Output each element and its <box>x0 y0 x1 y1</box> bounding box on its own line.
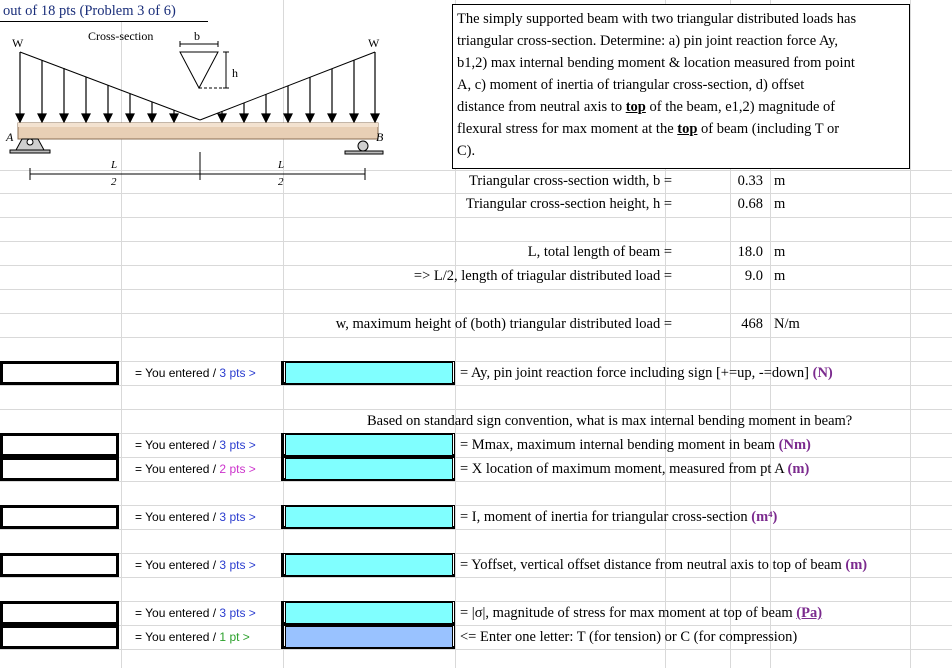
given-label-b: Triangular cross-section width, b = <box>469 173 672 189</box>
grid-line <box>0 313 952 314</box>
answer-input-mmax[interactable] <box>285 434 453 456</box>
grid-line <box>0 193 952 194</box>
w-right-label: W <box>368 36 380 50</box>
entered-value-x <box>0 457 119 481</box>
grid-line <box>0 601 952 602</box>
status-ay: = You entered / 3 pts > <box>135 366 256 380</box>
given-unit-l: m <box>774 244 786 260</box>
given-unit-w: N/m <box>774 316 800 332</box>
answer-input-yoffset[interactable] <box>285 554 453 576</box>
w-left-label: W <box>12 36 24 50</box>
emphasis-top: top <box>677 121 698 137</box>
question-tension-compression: <= Enter one letter: T (for tension) or C (for compression) <box>460 629 798 645</box>
problem-line: triangular cross-section. Determine: a) pin joint reaction force Ay, <box>457 33 839 49</box>
pin-support <box>10 139 50 153</box>
emphasis-top: top <box>625 99 646 115</box>
l-half-left-den: 2 <box>111 176 117 188</box>
question-x: = X location of maximum moment, measured from pt A (m) <box>460 461 810 477</box>
entered-value-mmax <box>0 433 119 457</box>
problem-line: A, c) moment of inertia of triangular cross-section, d) offset <box>457 77 805 93</box>
given-unit-l-half: m <box>774 268 786 284</box>
given-value-w: 468 <box>741 316 763 332</box>
answer-input-ay[interactable] <box>285 362 453 384</box>
given-label-l-half: => L/2, length of triagular distributed load = <box>413 268 672 284</box>
status-stress: = You entered / 3 pts > <box>135 606 256 620</box>
question-stress: = |σ|, magnitude of stress for max moment at top of beam (Pa) <box>460 605 823 621</box>
header-title: out of 18 pts (Problem 3 of 6) <box>3 3 176 19</box>
grid-line <box>0 577 952 578</box>
problem-statement <box>452 4 910 169</box>
entered-value-ay <box>0 361 119 385</box>
status-i: = You entered / 3 pts > <box>135 510 256 524</box>
a-label: A <box>6 130 14 144</box>
grid-line <box>0 385 952 386</box>
grid-line <box>0 337 952 338</box>
given-label-l: L, total length of beam = <box>527 244 672 260</box>
sign-note: Based on standard sign convention, what is max internal bending moment in beam? <box>367 413 853 429</box>
entered-value-yoffset <box>0 553 119 577</box>
grid-line <box>0 265 952 266</box>
answer-input-i[interactable] <box>285 506 453 528</box>
answer-input-x[interactable] <box>285 458 453 480</box>
status-mmax: = You entered / 3 pts > <box>135 438 256 452</box>
answer-input-tension-compression[interactable] <box>285 626 453 648</box>
grid-line <box>0 481 952 482</box>
problem-line: flexural stress for max moment at the top of beam (including T or <box>457 121 840 137</box>
given-value-h: 0.68 <box>737 196 763 212</box>
b-support-label: B <box>376 130 384 144</box>
cross-section-label: Cross-section <box>88 29 154 43</box>
entered-value-i <box>0 505 119 529</box>
problem-line: b1,2) max internal bending moment & location measured from point <box>457 55 855 71</box>
grid-line <box>910 0 911 668</box>
question-i: = I, moment of inertia for triangular cross-section (m⁴) <box>460 509 778 525</box>
problem-line: distance from neutral axis to top of the beam, e1,2) magnitude of <box>457 99 836 115</box>
grid-line <box>0 529 952 530</box>
grid-line <box>0 409 952 410</box>
problem-line: C). <box>457 143 476 159</box>
l-half-right-den: 2 <box>278 176 284 188</box>
problem-header <box>0 0 208 22</box>
given-unit-b: m <box>774 173 786 189</box>
grid-line <box>0 457 952 458</box>
l-half-right-num: L <box>278 159 285 171</box>
status-yoffset: = You entered / 3 pts > <box>135 558 256 572</box>
grid-line <box>0 553 952 554</box>
grid-line <box>0 649 952 650</box>
problem-line: The simply supported beam with two triangular distributed loads has <box>457 11 857 27</box>
question-ay: = Ay, pin joint reaction force including sign [+=up, -=down] (N) <box>460 365 833 381</box>
left-load-edge <box>20 52 200 120</box>
given-unit-h: m <box>774 196 786 212</box>
h-label: h <box>232 66 238 80</box>
given-value-l-half: 9.0 <box>744 268 763 284</box>
dimension-line <box>30 152 365 180</box>
entered-value-stress <box>0 601 119 625</box>
entered-value-tc <box>0 625 119 649</box>
b-label: b <box>194 29 200 43</box>
l-half-left-num: L <box>111 159 118 171</box>
given-value-l: 18.0 <box>737 244 763 260</box>
given-label-w: w, maximum height of (both) triangular distributed load = <box>335 316 672 332</box>
answer-input-stress[interactable] <box>285 602 453 624</box>
grid-line <box>0 361 952 362</box>
load-arrows <box>16 52 379 122</box>
grid-line <box>0 217 952 218</box>
grid-line <box>0 625 952 626</box>
grid-line <box>0 505 952 506</box>
question-mmax: = Mmax, maximum internal bending moment in beam (Nm) <box>460 437 811 453</box>
status-tc: = You entered / 1 pt > <box>135 630 250 644</box>
grid-line <box>0 289 952 290</box>
given-label-h: Triangular cross-section height, h = <box>465 196 672 212</box>
cross-section-sketch <box>180 41 229 88</box>
status-x: = You entered / 2 pts > <box>135 462 256 476</box>
question-yoffset: = Yoffset, vertical offset distance from neutral axis to top of beam (m) <box>460 557 868 573</box>
grid-line <box>0 433 952 434</box>
grid-line <box>0 241 952 242</box>
given-value-b: 0.33 <box>737 173 763 189</box>
beam-diagram <box>0 22 400 192</box>
